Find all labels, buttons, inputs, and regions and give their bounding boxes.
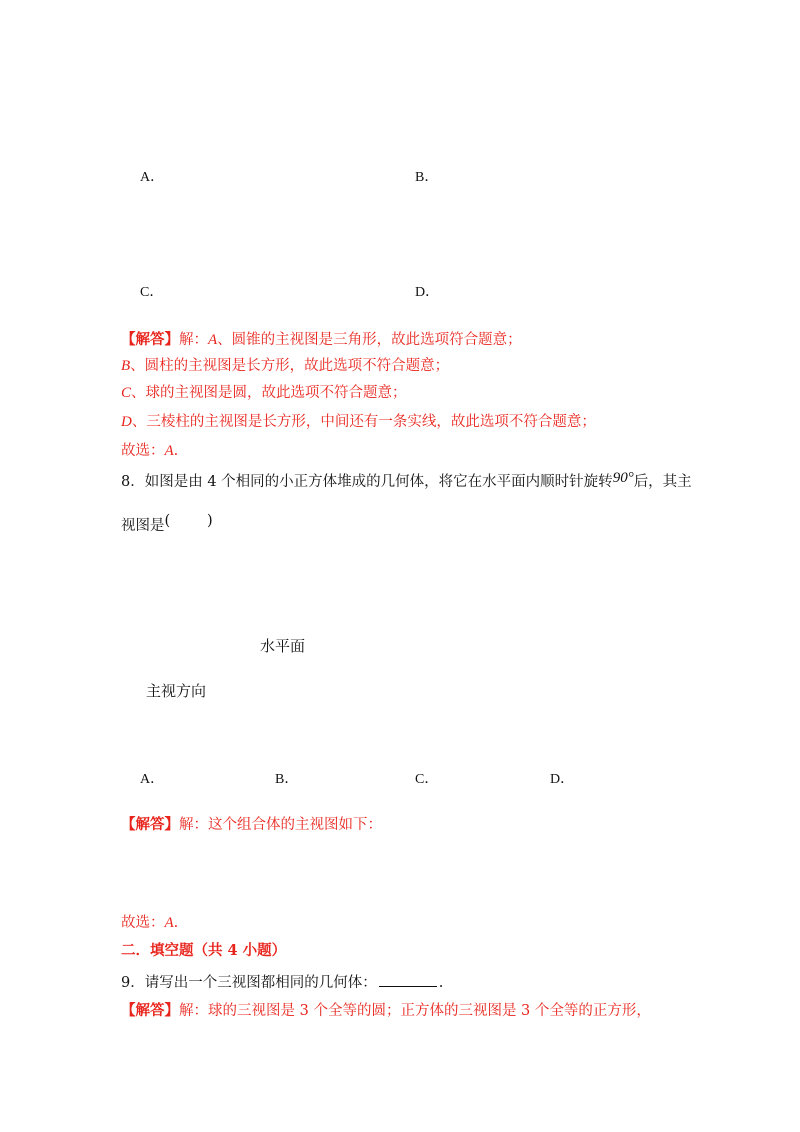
option-c-label: C． [415, 772, 439, 787]
direction-label: 主视方向 [146, 682, 207, 700]
q8-stem-line1: 8．如图是由 4 个相同的小正方体堆成的几何体，将它在水平面内顺时针旋转90°后，其主 [121, 470, 692, 490]
q7-answer-line-a: 【解答】解：A、圆锥的主视图是三角形，故此选项符合题意； [121, 331, 522, 348]
q8-stem-line2: 视图是( ) [121, 513, 213, 534]
q9-answer-line: 【解答】解：球的三视图是 3 个全等的圆；正方体的三视图是 3 个全等的正方形， [121, 1002, 651, 1019]
q7-answer-line-b: B、圆柱的主视图是长方形，故此选项不符合题意； [121, 358, 450, 374]
answer-paren: ( ) [164, 513, 213, 529]
question-number: 9． [121, 975, 145, 991]
q8-answer-line: 【解答】解：这个组合体的主视图如下： [121, 816, 382, 833]
q7-answer-choice: 故选：A. [121, 443, 179, 459]
option-d-label: D． [415, 285, 440, 300]
q7-answer-line-d: D、三棱柱的主视图是长方形，中间还有一条实线，故此选项不符合题意； [121, 414, 596, 430]
option-c-label: C． [140, 285, 164, 300]
option-a-label: A． [140, 772, 165, 787]
fill-blank[interactable] [379, 972, 437, 987]
option-d-label: D． [550, 772, 575, 787]
q9-stem: 9．请写出一个三视图都相同的几何体： . [121, 972, 443, 993]
q8-answer-choice: 故选：A. [121, 915, 179, 931]
q7-answer-line-c: C、球的主视图是圆，故此选项不符合题意； [121, 385, 407, 401]
option-b-label: B． [275, 772, 299, 787]
option-b-label: B． [415, 170, 439, 185]
section-title: 二．填空题（共 4 小题） [121, 942, 287, 959]
answer-tag: 【解答】 [121, 1002, 179, 1019]
option-a-label: A． [140, 170, 165, 185]
answer-tag: 【解答】 [121, 816, 179, 833]
answer-tag: 【解答】 [121, 331, 179, 348]
question-number: 8． [121, 474, 145, 490]
angle-value: 90° [612, 470, 634, 486]
plane-label: 水平面 [260, 637, 306, 655]
